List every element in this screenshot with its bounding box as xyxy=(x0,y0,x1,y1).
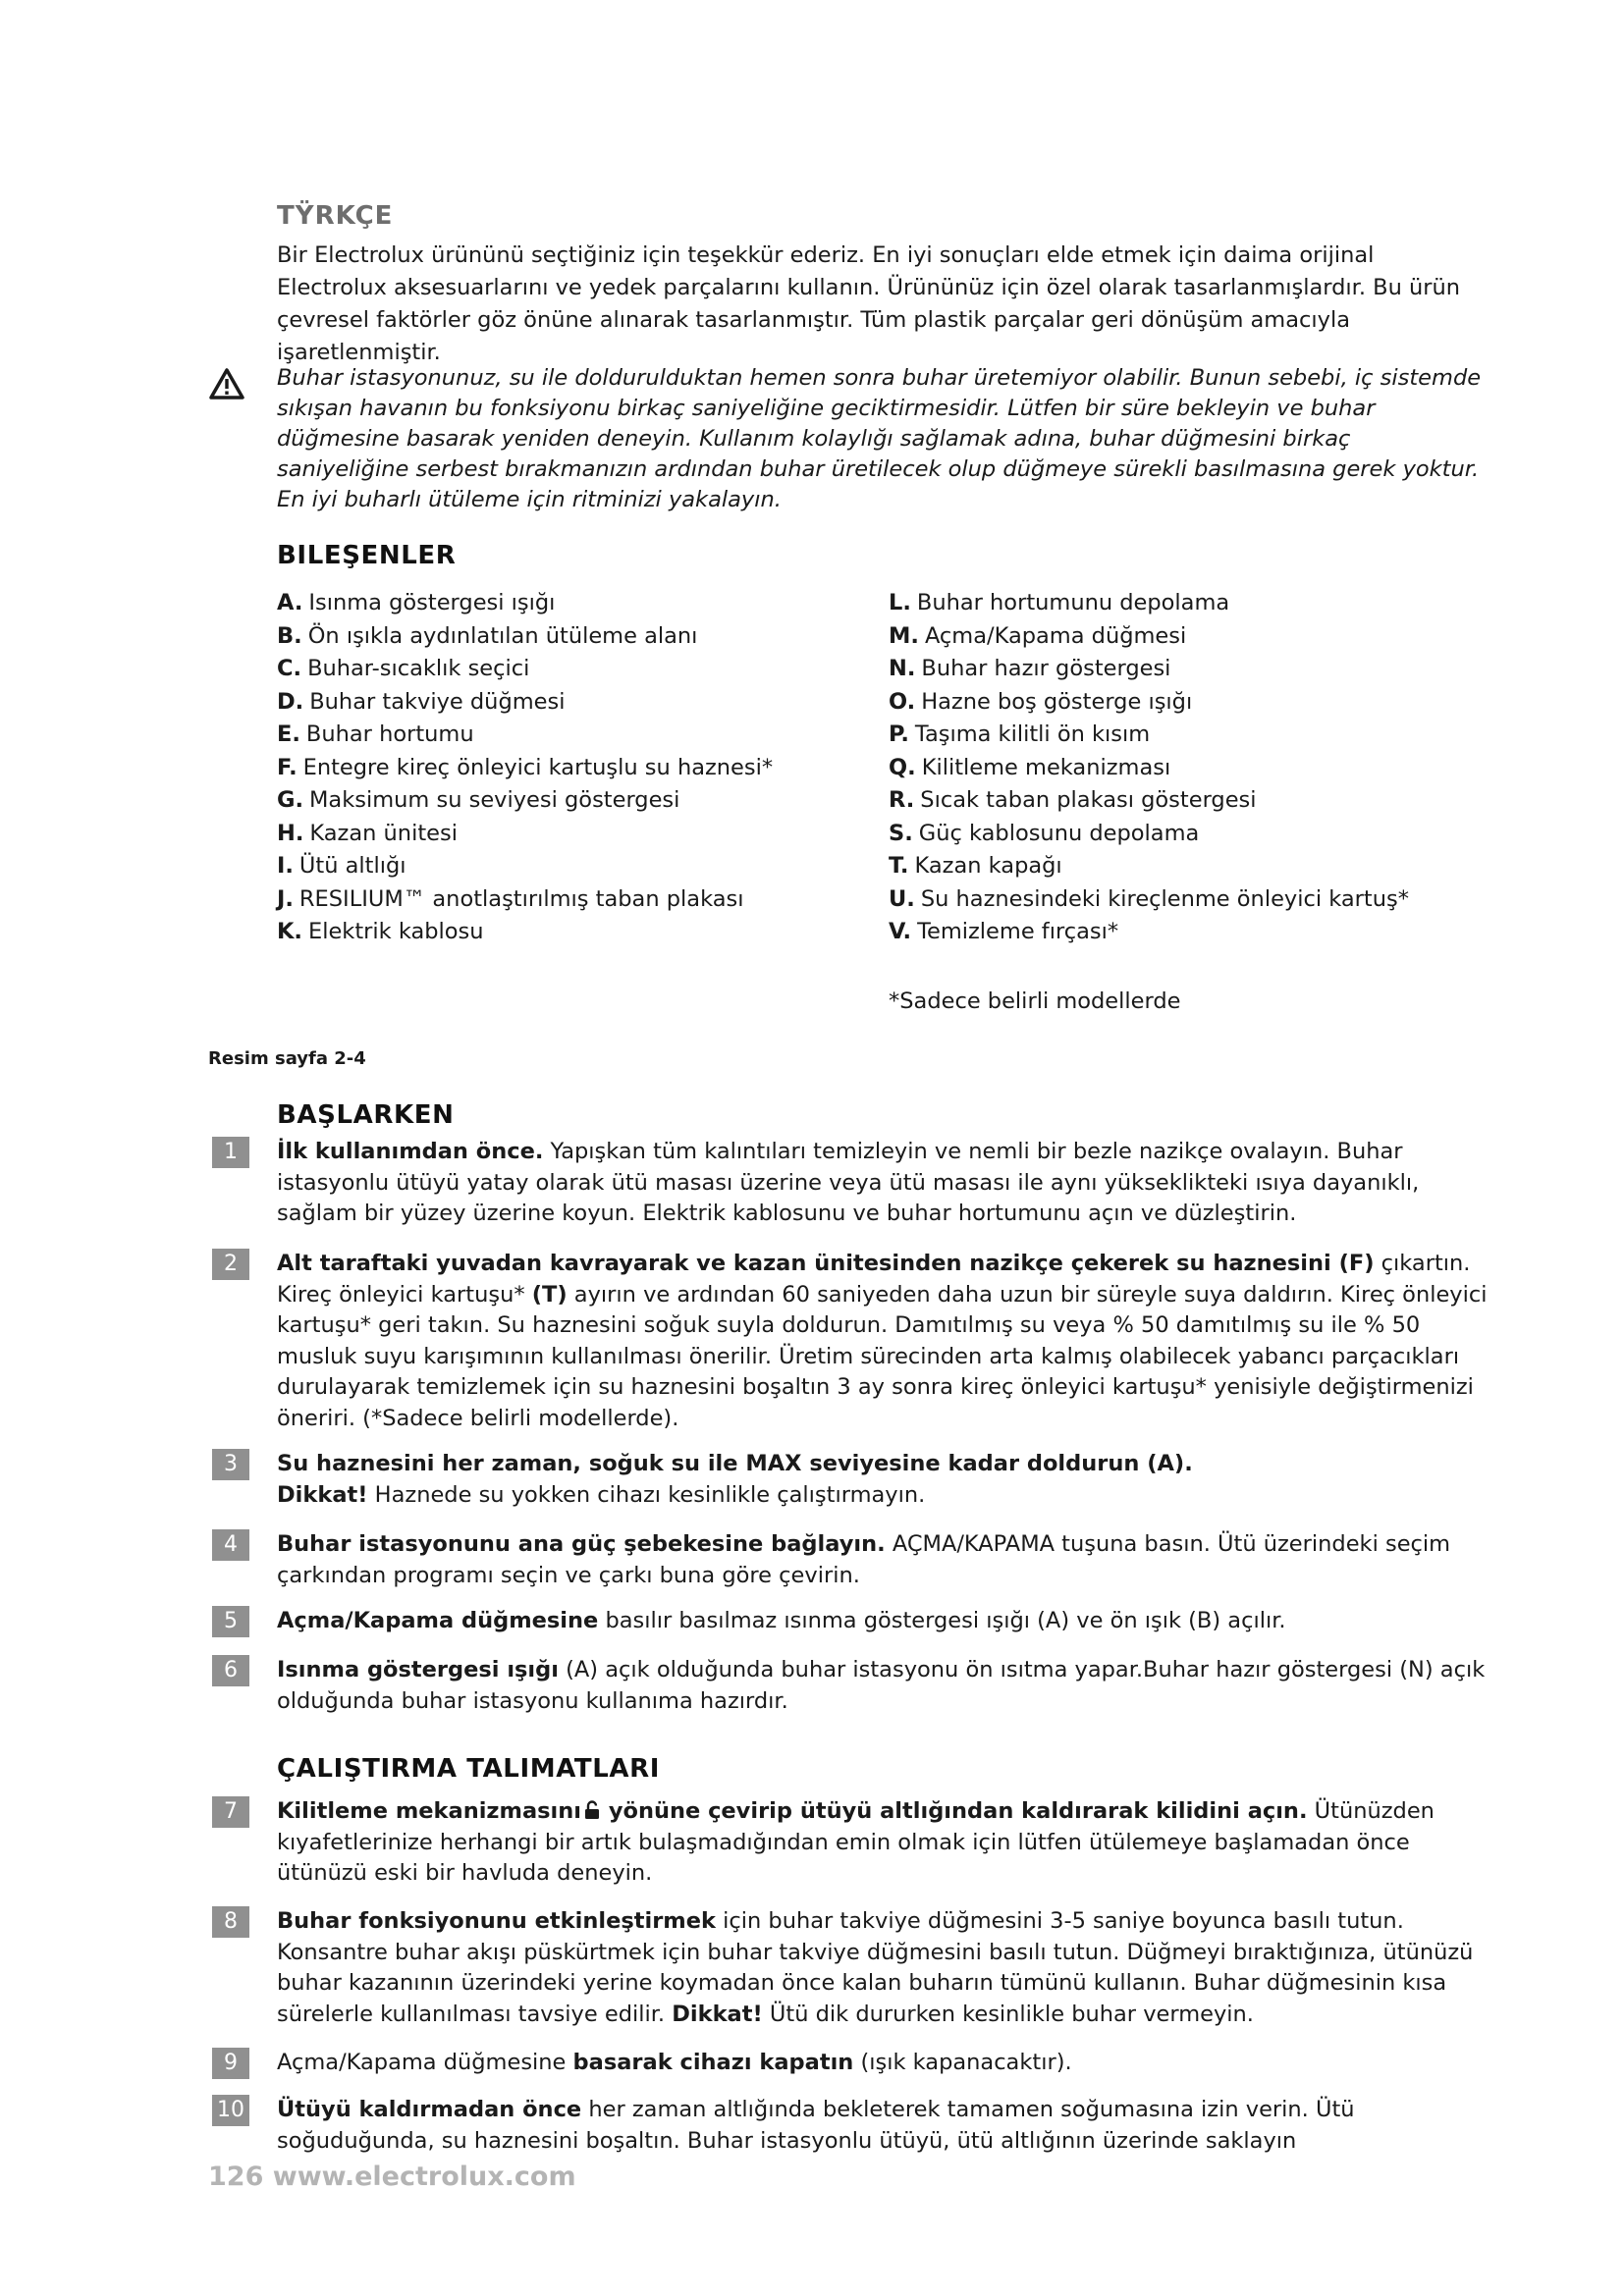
component-item: N. Buhar hazır göstergesi xyxy=(889,656,1171,681)
unlock-icon xyxy=(583,1800,601,1820)
intro-paragraph: Bir Electrolux ürününü seçtiğiniz için teşekkür ederiz. En iyi sonuçları elde etmek için daima orijinal Electrolux aksesuarlarını ve yedek parçalarını kullanın. Ürününüz için özel olarak tasarlanmışlardır. Bu ürün çevresel faktörler göz önüne alınarak tasarlanmıştır. Tüm plastik parçalar geri dönüşüm amacıyla işaretlenmiştir. xyxy=(277,242,1461,365)
component-item: M. Açma/Kapama düğmesi xyxy=(889,622,1187,649)
component-item: E. Buhar hortumu xyxy=(277,721,474,747)
component-item: G. Maksimum su seviyesi göstergesi xyxy=(277,787,680,813)
component-item: O. Hazne boş gösterge ışığı xyxy=(889,688,1193,715)
components-title: BILEŞENLER xyxy=(277,541,457,570)
warning-triangle-icon xyxy=(208,367,245,400)
step-5-text: Açma/Kapama düğmesine basılır basılmaz ısınma göstergesi ışığı (A) ve ön ışık (B) açılır. xyxy=(277,1608,1286,1633)
component-item: R. Sıcak taban plakası göstergesi xyxy=(889,787,1257,813)
component-item: B. Ön ışıkla aydınlatılan ütüleme alanı xyxy=(277,622,698,649)
step-2-text: Alt taraftaki yuvadan kavrayarak ve kazan ünitesinden nazikçe çekerek su haznesini (F) çıkartın. Kireç önleyici kartuşu* (T) ayırın ve ardından 60 saniyeden daha uzun bir süreyle suya daldırın. Kireç önleyici kartuşu* geri takın. Su haznesini soğuk suyla doldurun. Damıtılmış su veya % 50 damıtılmış su ile % 50 musluk suyu karışımının kullanılması önerilir. Üretim sürecinden arta kalmış olabilecek yabancı parçacıkları durulayarak temizlemek için su haznesini boşaltın 3 ay sonra kireç önleyici kartuşu* yenisiyle değiştirmenizi öneriri. (*Sadece belirli modellerde). xyxy=(277,1251,1488,1431)
component-item: V. Temizleme fırçası* xyxy=(889,919,1119,944)
step-number-badge: 2 xyxy=(212,1249,249,1280)
component-item: P. Taşıma kilitli ön kısım xyxy=(889,721,1151,747)
step-6-text: Isınma göstergesi ışığı (A) açık olduğunda buhar istasyonu ön ısıtma yapar.Buhar hazır göstergesi (N) açık olduğunda buhar istasyonu kullanıma hazırdır. xyxy=(277,1657,1486,1714)
step-7-text: Kilitleme mekanizmasını yönüne çevirip ütüyü altlığından kaldırarak kilidini açın. Ütünüzden kıyafetlerinize herhangi bir artık bulaşmadığından emin olmak için lütfen ütülemeye başlamadan önce ütünüzü eski bir havluda deneyin. xyxy=(277,1798,1435,1886)
component-item: U. Su haznesindeki kireçlenme önleyici kartuş* xyxy=(889,885,1409,912)
warning-paragraph: Buhar istasyonunuz, su ile doldurulduktan hemen sonra buhar üretemiyor olabilir. Bunun sebebi, iç sistemde sıkışan havanın bu fonksiyonu birkaç saniyeliğine geciktirmesidir. Lütfen bir süre bekleyin ve buhar düğmesine basarak yeniden deneyin. Kullanım kolaylığı sağlamak adına, buhar düğmesini birkaç saniyeliğine serbest bırakmanızın ardından buhar üretilecek olup düğmeye sürekli basılmasına gerek yoktur. En iyi buharlı ütüleme için ritminizi yakalayın. xyxy=(277,365,1482,512)
component-item: C. Buhar-sıcaklık seçici xyxy=(277,656,530,681)
step-8-text: Buhar fonksiyonunu etkinleştirmek için buhar takviye düğmesini 3-5 saniye boyunca basılı tutun. Konsantre buhar akışı püskürtmek için buhar takviye düğmesini basılı tutun. Düğmeyi bıraktığınıza, ütünüzü buhar kazanının üzerindeki yerine koymadan önce kalan buharın tümünü kullanın. Buhar düğmesinin kısa sürelerle kullanılması tavsiye edilir. Dikkat! Ütü dik dururken kesinlikle buhar vermeyin. xyxy=(277,1908,1474,2027)
component-item: Q. Kilitleme mekanizması xyxy=(889,754,1171,780)
step-1-text: İlk kullanımdan önce. Yapışkan tüm kalıntıları temizleyin ve nemli bir bezle nazikçe ovalayın. Buhar istasyonlu ütüyü yatay olarak ütü masası üzerine veya ütü masası ile aynı yükseklikteki ısıya dayanıklı, sağlam bir yüzey üzerine koyun. Elektrik kablosunu ve buhar hortumunu açın ve düzleştirin. xyxy=(277,1139,1420,1226)
step-number-badge: 7 xyxy=(212,1796,249,1828)
page-footer: 126 www.electrolux.com xyxy=(208,2162,576,2192)
component-item: S. Güç kablosunu depolama xyxy=(889,820,1200,846)
language-title: TŸRKÇE xyxy=(277,201,394,231)
step-9-text: Açma/Kapama düğmesine basarak cihazı kapatın (ışık kapanacaktır). xyxy=(277,2050,1072,2075)
step-number-badge: 8 xyxy=(212,1906,249,1938)
getting-started-title: BAŞLARKEN xyxy=(277,1100,455,1130)
component-item: T. Kazan kapağı xyxy=(889,853,1062,879)
step-number-badge: 9 xyxy=(212,2048,249,2079)
figure-reference: Resim sayfa 2-4 xyxy=(208,1048,366,1069)
step-number-badge: 4 xyxy=(212,1529,249,1561)
step-3-text: Su haznesini her zaman, soğuk su ile MAX seviyesine kadar doldurun (A). Dikkat! Haznede su yokken cihazı kesinlikle çalıştırmayın. xyxy=(277,1451,1193,1508)
components-footnote: *Sadece belirli modellerde xyxy=(889,988,1181,1014)
step-number-badge: 3 xyxy=(212,1449,249,1480)
step-number-badge: 5 xyxy=(212,1606,249,1637)
step-number-badge: 10 xyxy=(212,2095,249,2126)
component-item: D. Buhar takviye düğmesi xyxy=(277,688,566,715)
components-list-right xyxy=(889,587,1409,949)
step-number-badge: 6 xyxy=(212,1655,249,1686)
component-item: H. Kazan ünitesi xyxy=(277,820,458,846)
component-item: J. RESILIUM™ anotlaştırılmış taban plakası xyxy=(277,885,744,912)
components-list-left xyxy=(277,587,773,949)
step-number-badge: 1 xyxy=(212,1137,249,1168)
component-item: A. Isınma göstergesi ışığı xyxy=(277,590,556,615)
component-item: L. Buhar hortumunu depolama xyxy=(889,590,1230,615)
component-item: F. Entegre kireç önleyici kartuşlu su haznesi* xyxy=(277,754,774,780)
step-10-text: Ütüyü kaldırmadan önce her zaman altlığında bekleterek tamamen soğumasına izin verin. Ütü soğuduğunda, su haznesini boşaltın. Buhar istasyonlu ütüyü, ütü altlığının üzerinde saklayın xyxy=(277,2097,1355,2154)
component-item: I. Ütü altlığı xyxy=(277,853,406,879)
step-4-text: Buhar istasyonunu ana güç şebekesine bağlayın. AÇMA/KAPAMA tuşuna basın. Ütü üzerindeki seçim çarkından programı seçin ve çarkı buna göre çevirin. xyxy=(277,1531,1451,1588)
component-item: K. Elektrik kablosu xyxy=(277,919,484,944)
operating-instructions-title: ÇALIŞTIRMA TALIMATLARI xyxy=(277,1754,661,1784)
